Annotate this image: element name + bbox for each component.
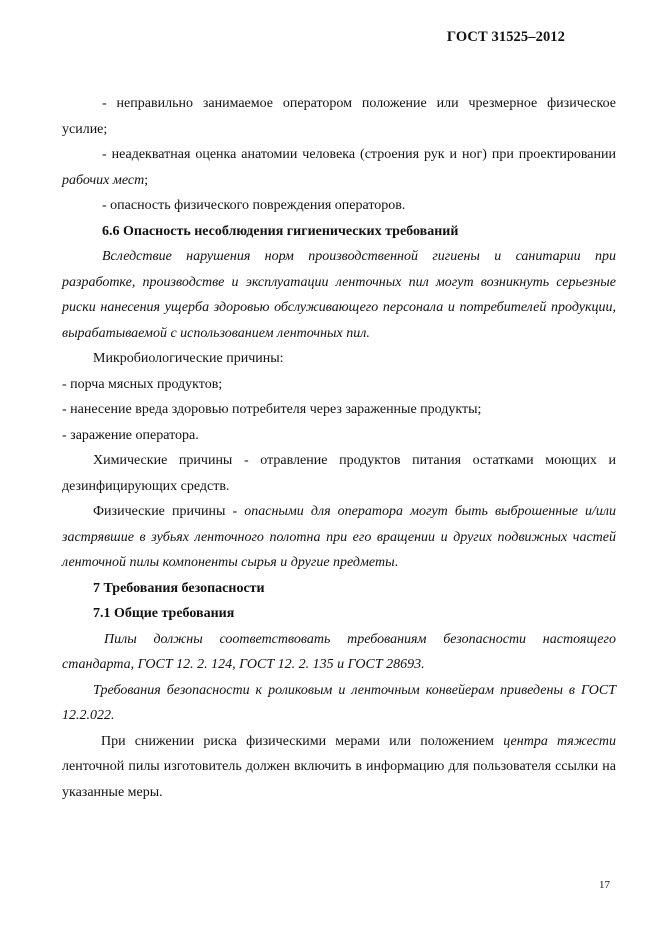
section-heading-7-1: 7.1 Общие требования — [93, 606, 235, 621]
paragraph-risk-reduction-lead: При снижении риска физическими мерами или положением — [101, 733, 504, 749]
paragraph-physical — [62, 499, 616, 576]
paragraph-risk-reduction — [62, 729, 616, 806]
paragraph-risk-reduction-emphasis: центра тяжести — [503, 733, 616, 749]
paragraph-physical-end: . — [394, 555, 399, 570]
list-item-consumer-harm: - нанесение вреда здоровью потребителя через зараженные продукты; — [62, 402, 482, 417]
section-heading-7: 7 Требования безопасности — [93, 580, 265, 596]
paragraph-microbiological: Микробиологические причины: — [93, 351, 284, 366]
list-item-physical-damage: - опасность физического повреждения операторов. — [102, 198, 406, 213]
paragraph-hygiene-risks: Вследствие нарушения норм производственной гигиены и санитарии при разработке, производстве и эксплуатации ленточных пил могут возникнуть серьезные риски нанесения ущерба здоровью обслуживающего персонала и потребителей продукции, вырабатываемой с использованием ленточных пил. — [62, 249, 616, 341]
paragraph-physical-lead: Физические причины - — [93, 504, 245, 519]
document-code-header: ГОСТ 31525–2012 — [446, 29, 565, 45]
list-item-operator-infection: - заражение оператора. — [62, 427, 199, 443]
list-item-posture: - неправильно занимаемое оператором положение или чрезмерное физическое усилие; — [62, 96, 616, 137]
list-item-anatomy-emphasis: рабочих мест — [62, 172, 145, 188]
section-heading-6-6: 6.6 Опасность несоблюдения гигиенических требований — [102, 223, 459, 239]
paragraph-physical-emphasis: опасными для оператора могут быть выброшенные и/или застрявшие в зубьях ленточного полотна при его вращении и других подвижных частей ленточной пилы компоненты сырья и другие предметы — [62, 504, 617, 570]
paragraph-conveyor-requirements: Требования безопасности к роликовым и ленточным конвейерам приведены в ГОСТ 12.2.022. — [62, 682, 616, 723]
list-item-anatomy — [62, 142, 616, 193]
list-item-anatomy-end: ; — [144, 172, 149, 188]
list-item-anatomy-text: - неадекватная оценка анатомии человека (строения рук и ног) при проектировании — [102, 147, 616, 162]
page-number: 17 — [599, 879, 610, 891]
document-body — [62, 91, 616, 805]
paragraph-chemical: Химические причины - отравление продуктов питания остатками моющих и дезинфицирующих средств. — [62, 453, 616, 494]
list-item-meat-spoilage: - порча мясных продуктов; — [62, 376, 223, 392]
paragraph-risk-reduction-end: ленточной пилы изготовитель должен включить в информацию для пользователя ссылки на указанные меры. — [62, 759, 616, 800]
paragraph-standards-compliance: Пилы должны соответствовать требованиям безопасности настоящего стандарта, ГОСТ 12. 2. 124, ГОСТ 12. 2. 135 и ГОСТ 28693. — [62, 631, 616, 672]
